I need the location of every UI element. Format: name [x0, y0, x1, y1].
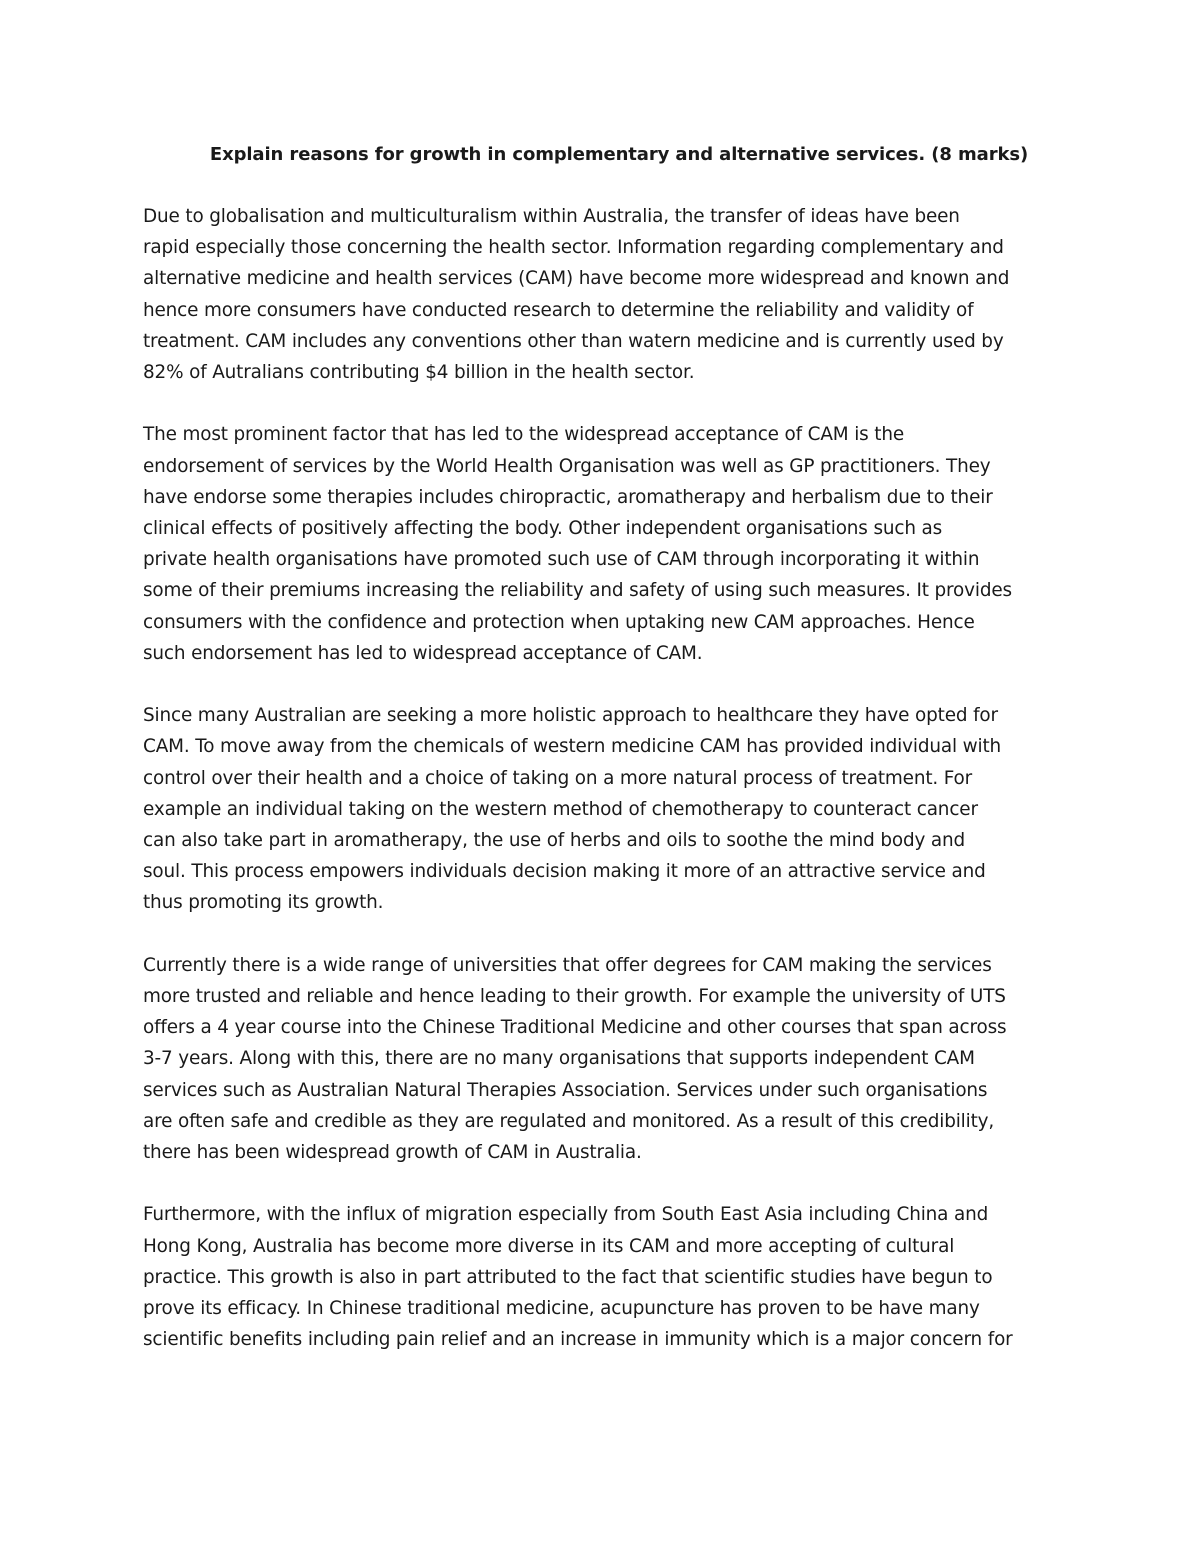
- paragraph-line: thus promoting its growth.: [143, 892, 384, 914]
- paragraph-line: treatment. CAM includes any conventions other than watern medicine and is currently used by: [143, 330, 1004, 352]
- paragraph-5: [143, 1199, 1073, 1355]
- paragraph-list: [143, 201, 1073, 1355]
- paragraph-line: consumers with the confidence and protection when uptaking new CAM approaches. Hence: [143, 611, 975, 633]
- paragraph-line: more trusted and reliable and hence leading to their growth. For example the university of UTS: [143, 986, 1006, 1008]
- paragraph-4: [143, 950, 1073, 1168]
- paragraph-1: [143, 201, 1073, 388]
- paragraph-line: private health organisations have promoted such use of CAM through incorporating it within: [143, 549, 980, 571]
- paragraph-line: Currently there is a wide range of universities that offer degrees for CAM making the services: [143, 954, 992, 976]
- paragraph-line: CAM. To move away from the chemicals of western medicine CAM has provided individual with: [143, 736, 1002, 758]
- paragraph-line: example an individual taking on the western method of chemotherapy to counteract cancer: [143, 798, 978, 820]
- paragraph-line: prove its efficacy. In Chinese traditional medicine, acupuncture has proven to be have many: [143, 1298, 980, 1320]
- paragraph-line: alternative medicine and health services (CAM) have become more widespread and known and: [143, 268, 1010, 290]
- paragraph-line: 82% of Autralians contributing $4 billion in the health sector.: [143, 362, 695, 384]
- paragraph-line: Due to globalisation and multiculturalism within Australia, the transfer of ideas have been: [143, 206, 960, 227]
- paragraph-line: soul. This process empowers individuals decision making it more of an attractive service and: [143, 861, 986, 883]
- paragraph-line: clinical effects of positively affecting the body. Other independent organisations such as: [143, 518, 943, 540]
- paragraph-line: some of their premiums increasing the reliability and safety of using such measures. It provides: [143, 580, 1012, 602]
- paragraph-line: Hong Kong, Australia has become more diverse in its CAM and more accepting of cultural: [143, 1235, 955, 1257]
- paragraph-line: offers a 4 year course into the Chinese Traditional Medicine and other courses that span across: [143, 1017, 1007, 1039]
- paragraph-line: The most prominent factor that has led to the widespread acceptance of CAM is the: [143, 424, 905, 446]
- paragraph-3: [143, 700, 1073, 918]
- paragraph-line: hence more consumers have conducted research to determine the reliability and validity of: [143, 299, 974, 321]
- paragraph-line: control over their health and a choice of taking on a more natural process of treatment. For: [143, 767, 973, 789]
- paragraph-line: endorsement of services by the World Health Organisation was well as GP practitioners. They: [143, 455, 991, 477]
- paragraph-line: have endorse some therapies includes chiropractic, aromatherapy and herbalism due to their: [143, 486, 993, 508]
- paragraph-line: Since many Australian are seeking a more holistic approach to healthcare they have opted for: [143, 705, 998, 727]
- paragraph-line: can also take part in aromatherapy, the use of herbs and oils to soothe the mind body and: [143, 830, 966, 852]
- paragraph-line: scientific benefits including pain relief and an increase in immunity which is a major concern for: [143, 1329, 1013, 1351]
- paragraph-line: such endorsement has led to widespread acceptance of CAM.: [143, 642, 703, 664]
- paragraph-line: practice. This growth is also in part attributed to the fact that scientific studies have begun to: [143, 1266, 993, 1288]
- paragraph-line: 3-7 years. Along with this, there are no many organisations that supports independent CAM: [143, 1048, 975, 1070]
- paragraph-2: [143, 419, 1073, 669]
- paragraph-line: Furthermore, with the influx of migration especially from South East Asia including China and: [143, 1204, 989, 1226]
- question-title: Explain reasons for growth in complementary and alternative services. (8 marks): [209, 144, 1029, 165]
- paragraph-line: there has been widespread growth of CAM in Australia.: [143, 1142, 642, 1164]
- paragraph-line: services such as Australian Natural Therapies Association. Services under such organisations: [143, 1079, 988, 1101]
- paragraph-line: are often safe and credible as they are regulated and monitored. As a result of this credibility,: [143, 1110, 995, 1132]
- document-body: [143, 139, 1073, 1387]
- paragraph-line: rapid especially those concerning the health sector. Information regarding complementary and: [143, 237, 1004, 259]
